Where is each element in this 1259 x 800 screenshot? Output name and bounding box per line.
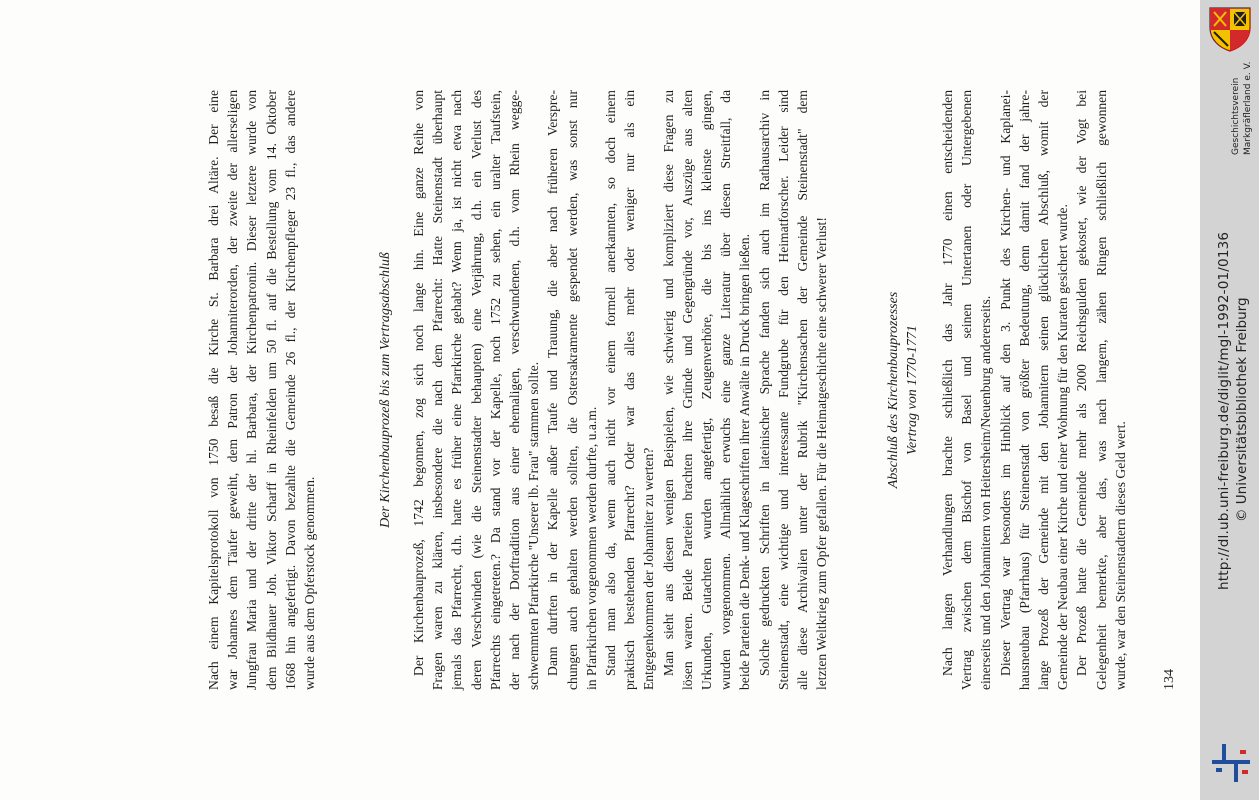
coat-of-arms-icon — [1206, 6, 1254, 52]
society-name-line-1: Geschichtsverein — [1231, 77, 1241, 155]
text-line: jemals das Pfarrecht, d.h. hatte es früher eine Pfarrkirche gehabt? Wenn ja, ist nicht etwa nach — [449, 90, 465, 690]
text-line: Vertrag zwischen dem Bischof von Basel und seinen Untertanen oder Untergebenen — [959, 90, 975, 690]
text-line: Solche gedruckten Schriften in lateinischer Sprache fanden sich auch im Rathausarchiv in — [756, 90, 772, 676]
text-line: Pfarrechts eingetreten.? Da stand vor der Kapelle, noch 1752 zu sehen, ein uralter Taufstein, — [487, 90, 503, 690]
text-line: Gelegenheit bemerkte, aber das, was nach langem, zähen Ringen schließlich gewonnen — [1093, 90, 1109, 690]
text-line: lösen waren. Beide Parteien brachten ihre Gründe und Gegengründe vor, Auszüge aus alten — [679, 90, 695, 690]
text-line: letzten Weltkrieg zum Opfer gefallen. Für die Heimatgeschichte eine schwerer Verlust! — [814, 217, 830, 690]
text-line: wurden vorgenommen. Allmählich erwuchs eine ganze Literatur über diesen Streitfall, da — [718, 90, 734, 690]
text-line: Steinenstadt, eine wichtige und interessante Fundgrube für den Heimatforscher. Leider sind — [775, 90, 791, 690]
intro-paragraph — [204, 90, 319, 690]
text-line: praktisch bestehenden Pfarrecht? Oder war das alles mehr oder weniger nur als ein — [622, 90, 638, 690]
text-line: in Pfarrkirchen vorgenommen werden durfte, u.a.m. — [583, 406, 599, 690]
body-paragraph — [409, 90, 543, 690]
body-paragraph — [659, 90, 755, 690]
text-line: Stand man also da, wenn auch nicht vor einem formell anerkannten, so doch einem — [603, 90, 618, 676]
body-paragraph — [996, 90, 1073, 690]
text-line: Gemeinde der Neubau einer Kirche und einer Wohnung für den Kuraten gesichert wurde. — [1055, 204, 1071, 690]
document-url[interactable]: http://dl.ub.uni-freiburg.de/diglit/mgl-1992-01/0136 — [1216, 231, 1232, 590]
text-line: chungen auch gehalten werden sollten, die Ostersakramente gespendet werden, was sonst nur — [564, 90, 580, 690]
body-paragraph — [755, 90, 832, 690]
text-line: deren Verschwinden (wie die Steinenstadter behaupten) eine Verjährung, d.h. ein Verlust des — [468, 90, 484, 690]
text-line: Nach einem Kapitelsprotokoll von 1750 besaß die Kirche St. Barbara drei Altäre. Der eine — [206, 90, 221, 690]
text-line: 1668 hin angefertigt. Davon bezahlte die Gemeinde 26 fl., der Kirchenpfleger 23 fl., das andere — [282, 90, 298, 690]
section-heading-1: Der Kirchenbauprozeß bis zum Vertragsabschluß — [378, 252, 393, 528]
society-name-line-2: Markgräflerland e. V. — [1243, 61, 1253, 155]
text-line: beide Parteien die Denk- und Klageschriften ihrer Anwälte in Druck bringen ließen. — [737, 234, 753, 690]
text-line: Dieser Vertrag war besonders im Hinblick auf den 3. Punkt des Kirchen- und Kaplanei- — [997, 90, 1013, 676]
text-line: Jungfrau Maria und der dritte der hl. Barbara, der Kirchenpatronin. Dieser letztere wurde von — [244, 90, 260, 690]
page-content-rotated — [100, 0, 1177, 800]
text-line: Man sieht aus diesen wenigen Beispielen, wie schwierig und kompliziert diese Fragen zu — [660, 90, 676, 676]
text-line: Urkunden, Gutachten wurden angefertigt, Zeugenverhöre, die bis ins kleinste gingen, — [699, 90, 714, 690]
text-line: Entgegenkommen der Johanniter zu werten? — [641, 447, 657, 690]
text-line: wurde aus dem Opferstock genommen. — [302, 476, 318, 690]
text-line: Fragen waren zu klären, insbesondere die nach dem Pfarrecht: Hatte Steinenstadt überhaupt — [430, 90, 446, 690]
body-paragraph — [938, 90, 996, 690]
body-paragraph — [601, 90, 659, 690]
text-line: Dann durften in der Kapelle außer Taufe und Trauung, die aber nach früheren Verspre- — [545, 90, 561, 676]
text-line: schwemmten Pfarrkirche "Unserer lb. Frau" stammen sollte. — [526, 361, 542, 690]
text-line: hausneubau (Pfarrhaus) für Steinenstadt von größter Bedeutung, denn damit fand der jahre- — [1016, 90, 1032, 690]
body-paragraph — [1072, 90, 1130, 690]
page-number: 134 — [1162, 669, 1177, 690]
text-line: wurde, war den Steinenstadtern dieses Geld wert. — [1112, 421, 1128, 690]
text-line: Nach langen Verhandlungen brachte schließlich das Jahr 1770 einen entscheidenden — [940, 90, 955, 676]
text-line: dem Bildhauer Joh. Viktor Scharff in Rheinfelden um 50 fl. auf die Bestellung vom 14. Oktober — [263, 90, 279, 690]
text-line: alle diese Archivalien unter der Rubrik "Kirchensachen der Gemeinde Steinenstadt" dem — [795, 90, 810, 690]
text-line: lange Prozeß der Gemeinde mit den Johannitern seinen glücklichen Abschluß, womit der — [1036, 90, 1051, 690]
text-line: Der Prozeß hatte die Gemeinde mehr als 2000 Reichsgulden gekostet, wie der Vogt bei — [1074, 90, 1090, 676]
text-line: war Johannes dem Täufer geweiht, dem Patron der Johanniterorden, der zweite der allerseligen — [225, 90, 241, 690]
section-heading-2-line-2: Vertrag von 1770-1771 — [905, 325, 920, 455]
text-line: der nach der Dorftradition aus einer ehemaligen, verschwundenen, d.h. vom Rhein wegge- — [507, 90, 523, 690]
text-line: Der Kirchenbauprozeß, 1742 begonnen, zog sich noch lange hin. Eine ganze Reihe von — [411, 90, 426, 676]
copyright-notice: © Universitätsbibliothek Freiburg — [1234, 297, 1250, 522]
body-paragraph — [543, 90, 601, 690]
text-line: einerseits und den Johannitern von Heitersheim/Neuenburg andererseits. — [978, 295, 994, 690]
section-heading-2-line-1: Abschluß des Kirchenbauprozesses — [886, 291, 901, 489]
ub-freiburg-logo-icon — [1208, 738, 1254, 788]
